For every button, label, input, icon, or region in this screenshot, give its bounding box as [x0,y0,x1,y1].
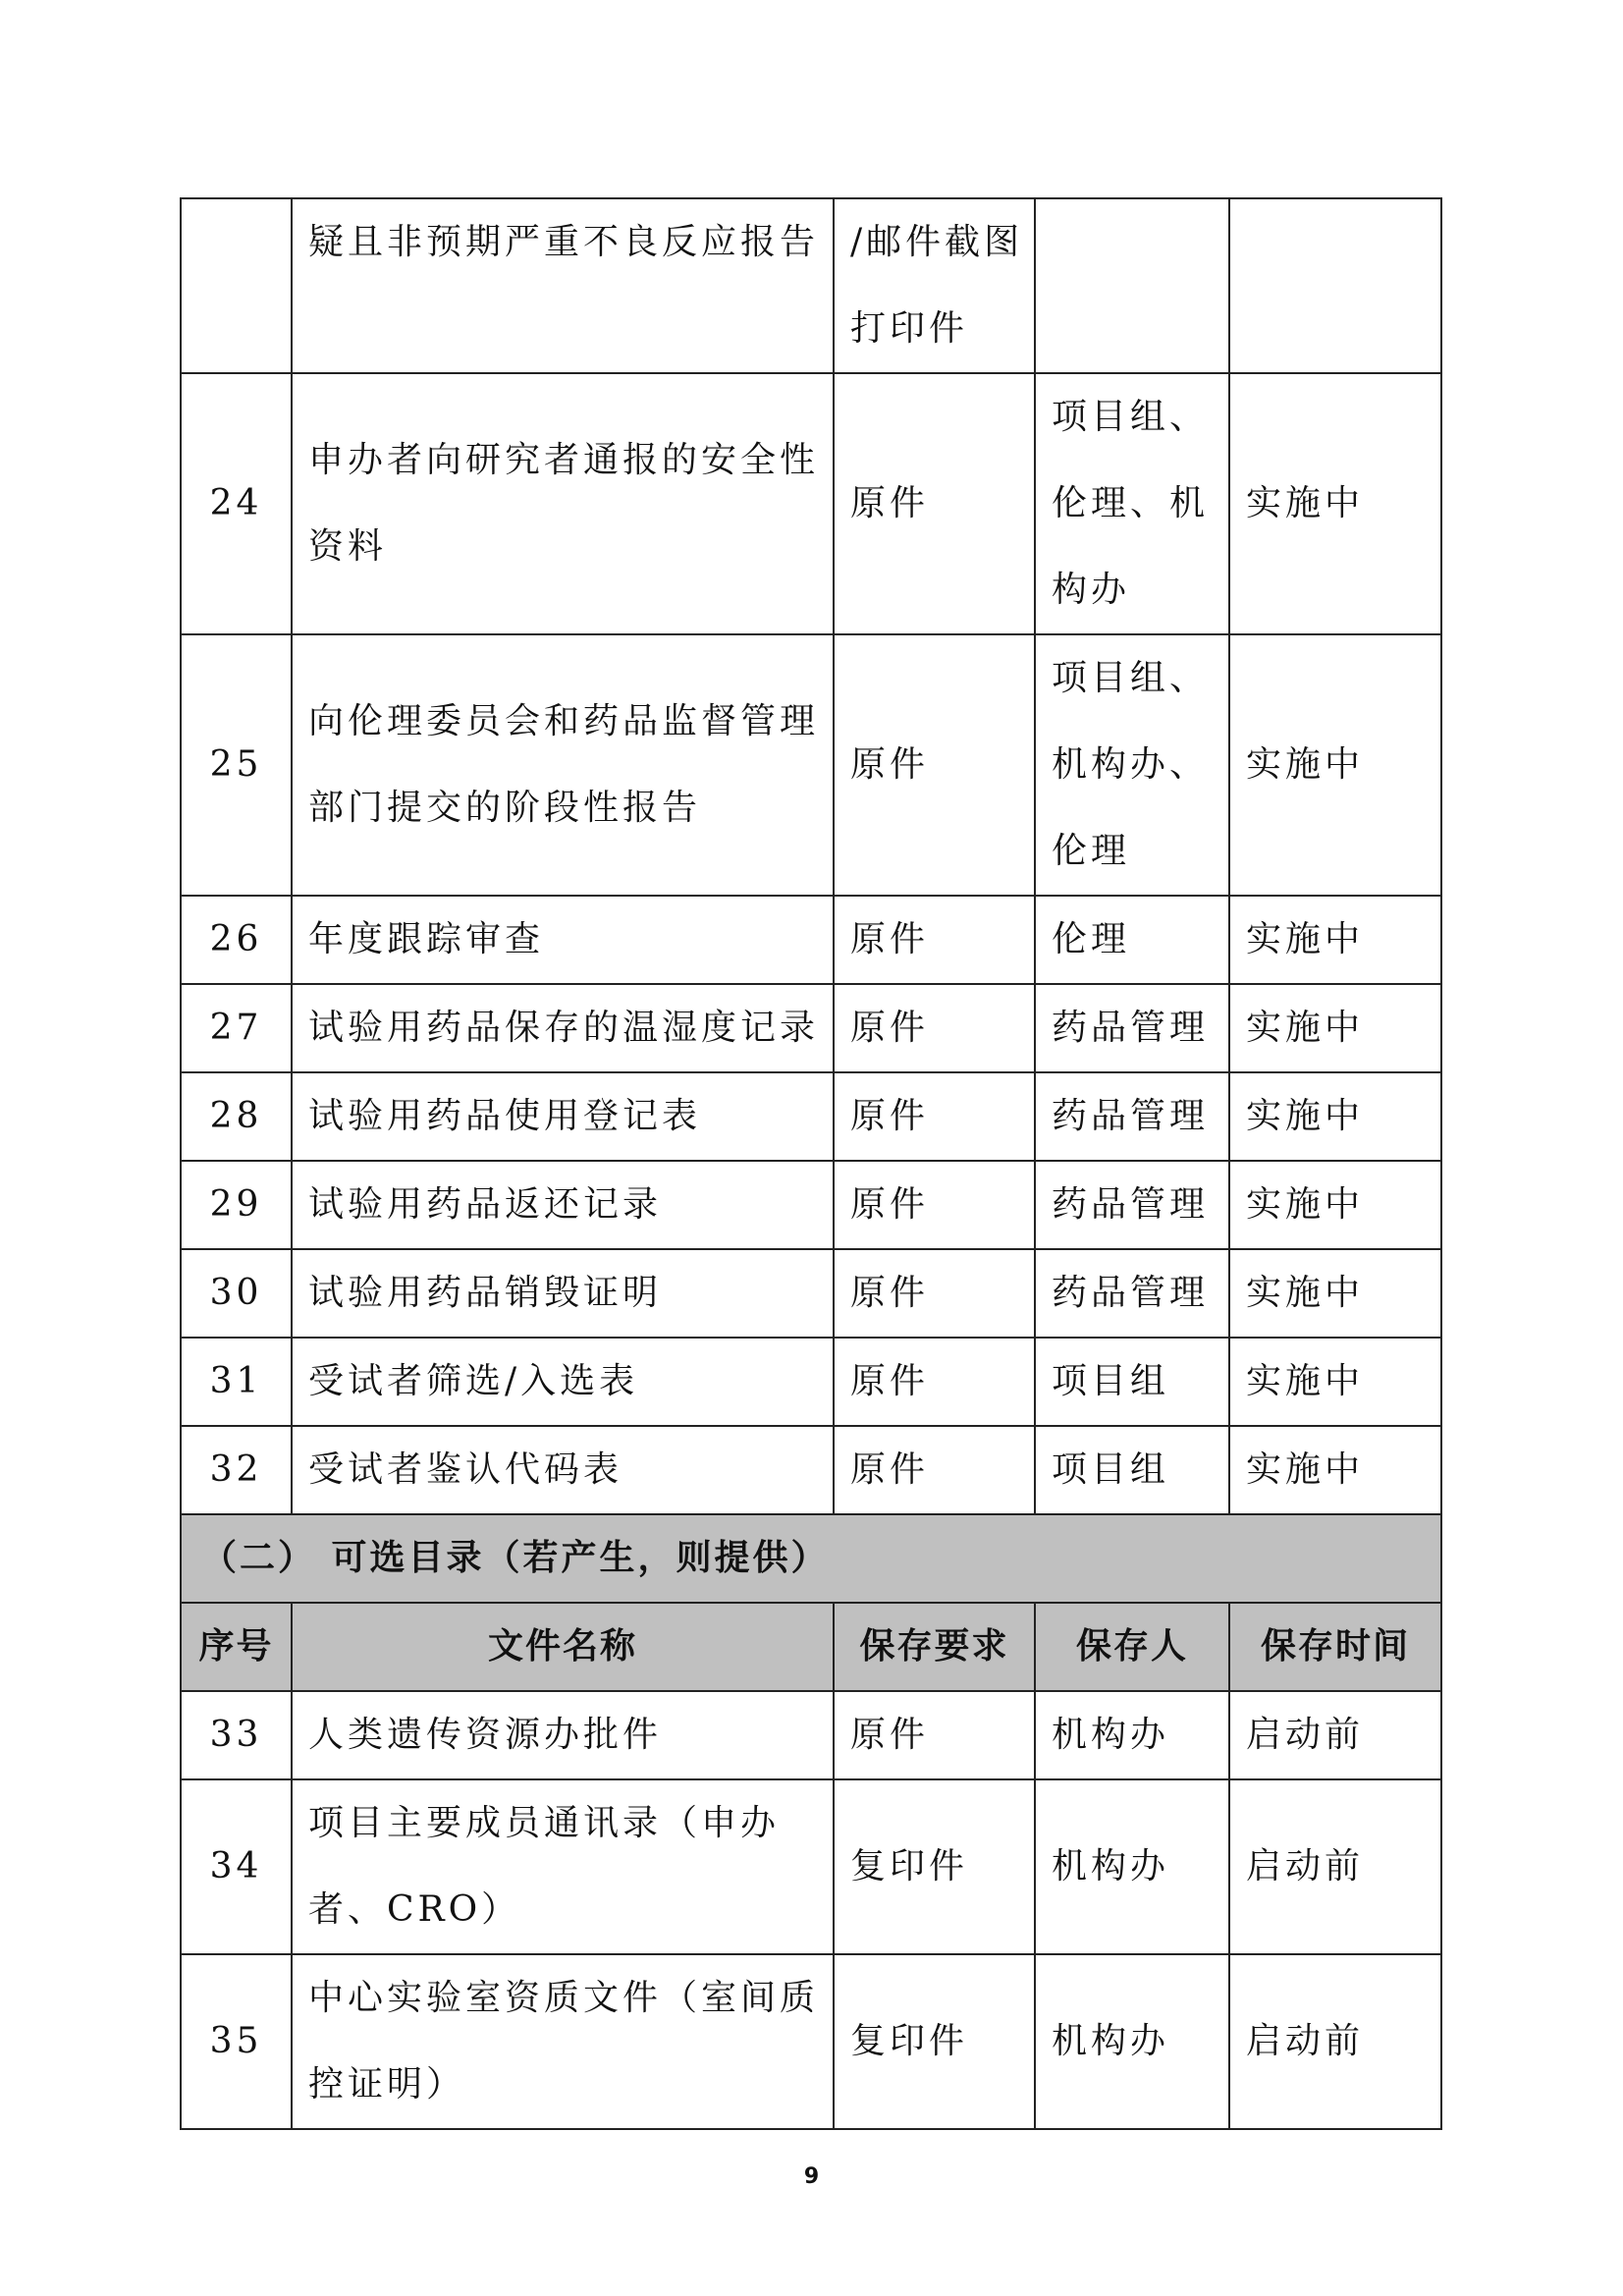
keeper-cell [1035,198,1229,373]
file-name-cell: 年度跟踪审查 [292,896,834,984]
header-number: 序号 [181,1603,292,1691]
keeper-cell: 药品管理 [1035,1072,1229,1161]
keeper-cell: 机构办 [1035,1779,1229,1954]
requirement-cell: 复印件 [834,1954,1035,2129]
row-number: 26 [181,896,292,984]
time-cell: 实施中 [1229,1426,1441,1514]
file-name-cell: 受试者鉴认代码表 [292,1426,834,1514]
file-name-cell: 试验用药品使用登记表 [292,1072,834,1161]
keeper-cell: 项目组 [1035,1426,1229,1514]
keeper-cell: 药品管理 [1035,1161,1229,1249]
keeper-cell: 项目组、机构办、伦理 [1035,634,1229,896]
section-title: （二） 可选目录（若产生，则提供） [181,1514,1441,1603]
keeper-cell: 药品管理 [1035,984,1229,1072]
table-row [181,984,1441,1072]
header-keeper: 保存人 [1035,1603,1229,1691]
row-number: 35 [181,1954,292,2129]
table-row [181,198,1441,373]
time-cell [1229,198,1441,373]
table-row [181,1249,1441,1338]
time-cell: 实施中 [1229,984,1441,1072]
row-number: 33 [181,1691,292,1779]
table-row [181,1161,1441,1249]
requirement-cell: /邮件截图打印件 [834,198,1035,373]
requirement-cell: 原件 [834,373,1035,634]
requirement-cell: 原件 [834,1338,1035,1426]
row-number: 32 [181,1426,292,1514]
file-name-cell: 疑且非预期严重不良反应报告 [292,198,834,373]
table-row [181,1779,1441,1954]
requirement-cell: 原件 [834,1426,1035,1514]
header-requirement: 保存要求 [834,1603,1035,1691]
header-file-name: 文件名称 [292,1603,834,1691]
header-time: 保存时间 [1229,1603,1441,1691]
file-name-cell: 项目主要成员通讯录（申办者、CRO） [292,1779,834,1954]
keeper-cell: 项目组、伦理、机构办 [1035,373,1229,634]
table-row [181,1691,1441,1779]
time-cell: 启动前 [1229,1954,1441,2129]
file-name-cell: 向伦理委员会和药品监督管理部门提交的阶段性报告 [292,634,834,896]
requirement-cell: 原件 [834,1161,1035,1249]
file-name-cell: 试验用药品销毁证明 [292,1249,834,1338]
keeper-cell: 项目组 [1035,1338,1229,1426]
page-number: 9 [803,2164,820,2189]
requirement-cell: 原件 [834,634,1035,896]
keeper-cell: 机构办 [1035,1691,1229,1779]
file-name-cell: 中心实验室资质文件（室间质控证明） [292,1954,834,2129]
row-number: 30 [181,1249,292,1338]
file-name-cell: 申办者向研究者通报的安全性资料 [292,373,834,634]
keeper-cell: 机构办 [1035,1954,1229,2129]
requirement-cell: 原件 [834,896,1035,984]
file-name-cell: 人类遗传资源办批件 [292,1691,834,1779]
section-row [181,1514,1441,1603]
table-row [181,1338,1441,1426]
row-number: 34 [181,1779,292,1954]
table-row [181,896,1441,984]
table-row [181,1954,1441,2129]
requirement-cell: 原件 [834,1072,1035,1161]
row-number: 31 [181,1338,292,1426]
requirement-cell: 原件 [834,1249,1035,1338]
time-cell: 实施中 [1229,1338,1441,1426]
file-list-table [180,197,1442,2130]
file-name-cell: 试验用药品返还记录 [292,1161,834,1249]
time-cell: 启动前 [1229,1691,1441,1779]
table-row [181,373,1441,634]
keeper-cell: 伦理 [1035,896,1229,984]
time-cell: 启动前 [1229,1779,1441,1954]
file-name-cell: 试验用药品保存的温湿度记录 [292,984,834,1072]
table-row [181,634,1441,896]
requirement-cell: 原件 [834,1691,1035,1779]
row-number: 25 [181,634,292,896]
requirement-cell: 原件 [834,984,1035,1072]
file-name-cell: 受试者筛选/入选表 [292,1338,834,1426]
row-number: 29 [181,1161,292,1249]
row-number [181,198,292,373]
header-row [181,1603,1441,1691]
row-number: 27 [181,984,292,1072]
row-number: 28 [181,1072,292,1161]
time-cell: 实施中 [1229,634,1441,896]
table-row [181,1072,1441,1161]
row-number: 24 [181,373,292,634]
time-cell: 实施中 [1229,1249,1441,1338]
requirement-cell: 复印件 [834,1779,1035,1954]
time-cell: 实施中 [1229,1072,1441,1161]
table-row [181,1426,1441,1514]
time-cell: 实施中 [1229,373,1441,634]
keeper-cell: 药品管理 [1035,1249,1229,1338]
time-cell: 实施中 [1229,1161,1441,1249]
time-cell: 实施中 [1229,896,1441,984]
